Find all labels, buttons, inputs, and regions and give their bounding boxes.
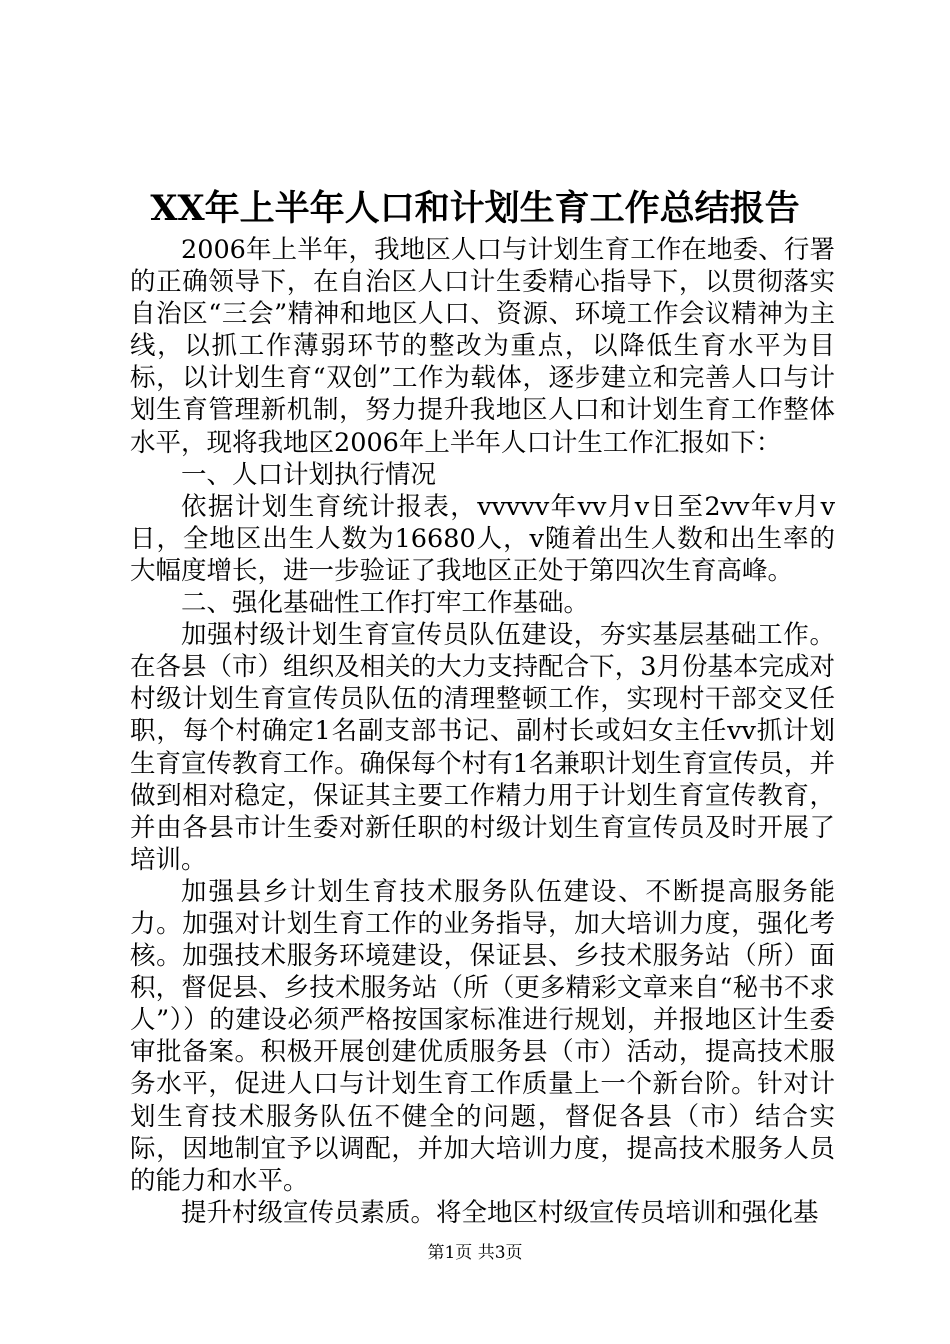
paragraph-village-staff: 加强村级计划生育宣传员队伍建设，夯实基层基础工作。在各县（市）组织及相关的大力支持配合下，3月份基本完成对村级计划生育宣传员队伍的清理整顿工作，实现村干部交叉任职，每个村确定1名副支部书记、副村长或妇女主任vv抓计划生育宣传教育工作。确保每个村有1名兼职计划生育宣传员，并做到相对稳定，保证其主要工作精力用于计划生育宣传教育，并由各县市计生委对新任职的村级计划生育宣传员及时开展了培训。 <box>130 620 835 875</box>
section-heading-2: 二、强化基础性工作打牢工作基础。 <box>181 588 590 619</box>
paragraph-technical-service: 加强县乡计划生育技术服务队伍建设、不断提高服务能力。加强对计划生育工作的业务指导，加大培训力度，强化考核。加强技术服务环境建设，保证县、乡技术服务站（所）面积，督促县、乡技术服务站（所（更多精彩文章来自“秘书不求人”））的建设必须严格按国家标准进行规划，并报地区计生委审批备案。积极开展创建优质服务县（市）活动，提高技术服务水平，促进人口与计划生育工作质量上一个新台阶。针对计划生育技术服务队伍不健全的问题，督促各县（市）结合实际，因地制宜予以调配，并加大培训力度，提高技术服务人员的能力和水平。 <box>130 876 835 1196</box>
paragraph-intro: 2006年上半年，我地区人口与计划生育工作在地委、行署的正确领导下，在自治区人口计生委精心指导下，以贯彻落实自治区“三会”精神和地区人口、资源、环境工作会议精神为主线，以抓工作薄弱环节的整改为重点，以降低生育水平为目标，以计划生育“双创”工作为载体，逐步建立和完善人口与计划生育管理新机制，努力提升我地区人口和计划生育工作整体水平，现将我地区2006年上半年人口计生工作汇报如下： <box>130 235 835 458</box>
document-body <box>130 234 835 1229</box>
section-heading-1: 一、人口计划执行情况 <box>181 459 437 490</box>
paragraph-training: 提升村级宣传员素质。将全地区村级宣传员培训和强化基 <box>181 1197 819 1228</box>
document-title: XX年上半年人口和计划生育工作总结报告 <box>150 188 800 229</box>
paragraph-statistics: 依据计划生育统计报表，vvvvv年vv月v日至2vv年v月v日，全地区出生人数为16680人，v随着出生人数和出生率的大幅度增长，进一步验证了我地区正处于第四次生育高峰。 <box>130 491 835 586</box>
page-number-footer: 第1页 共3页 <box>427 1243 523 1263</box>
